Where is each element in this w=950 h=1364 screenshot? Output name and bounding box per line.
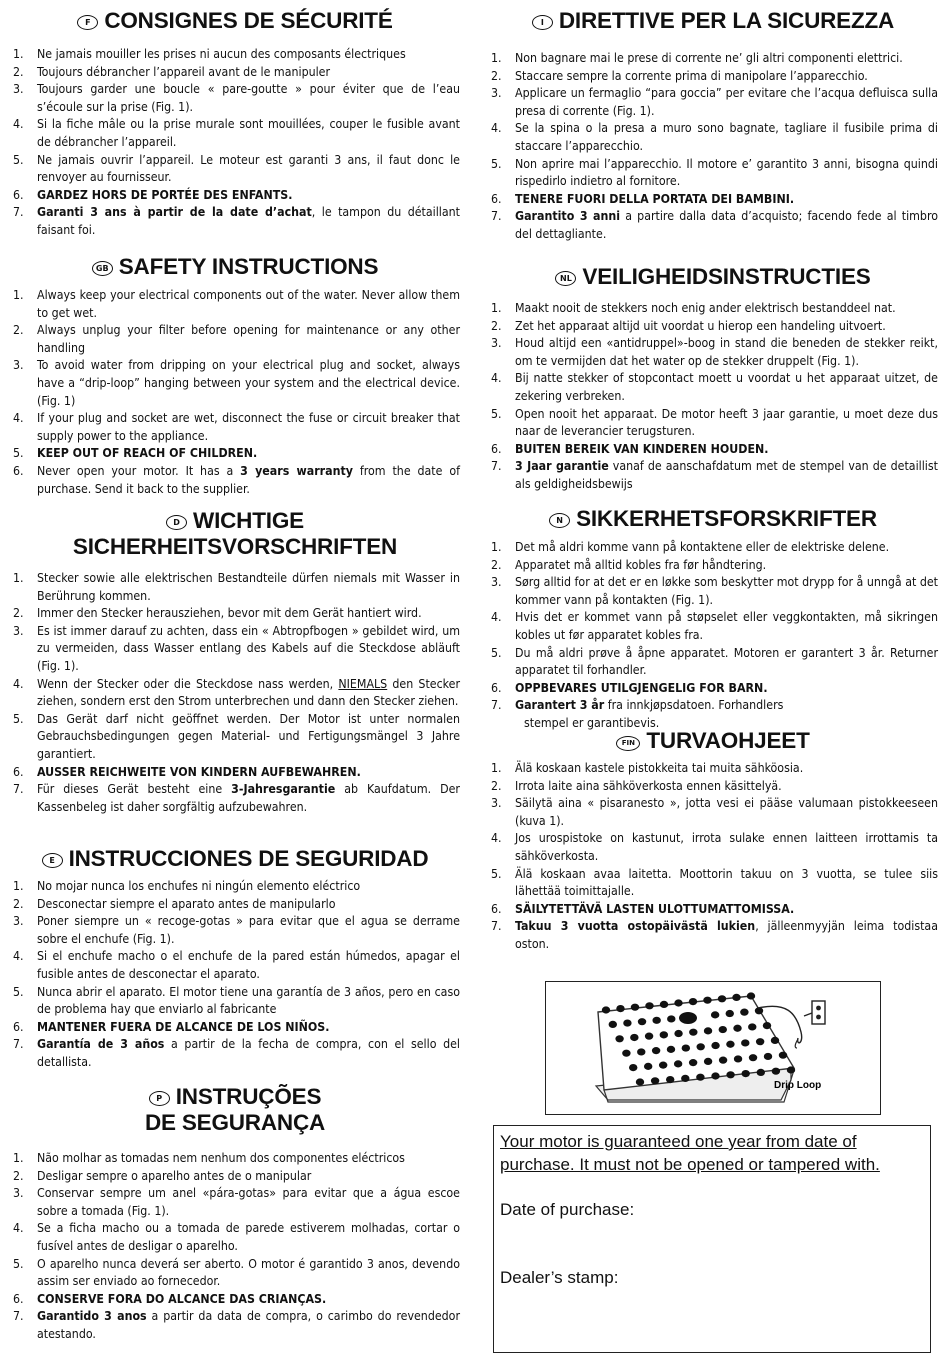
- list-item: 4. Bij natte stekker of stopcontact moett u voordat u het apparaat uitzet, de zekering verbreken.: [491, 371, 938, 403]
- country-badge-de: D: [166, 515, 187, 530]
- list-item: 6. GARDEZ HORS DE PORTÉE DES ENFANTS.: [10, 187, 460, 205]
- list-item: 2. Always unplug your filter before opening for maintenance or any other handling: [13, 323, 460, 355]
- item-number: 4.: [13, 411, 24, 426]
- section-title-pt: [10, 1084, 460, 1136]
- title-text: CONSIGNES DE SÉCURITÉ: [104, 8, 393, 33]
- instruction-list: [488, 760, 938, 954]
- list-item: 3. Applicare un fermaglio “para goccia” per evitare che l’acqua defluisca sulla presa di corrente (Fig. 1).: [491, 86, 938, 118]
- item-number: 1.: [13, 288, 24, 302]
- list-item: 1. Stecker sowie alle elektrischen Bestandteile dürfen niemals mit Wasser in Berührung kommen.: [13, 571, 460, 603]
- section-de: [10, 508, 460, 816]
- warranty-box: [493, 1125, 931, 1353]
- list-item: 2. Zet het apparaat altijd uit voordat u hierop een handeling uitvoert.: [488, 318, 938, 336]
- section-title-es: [10, 846, 460, 872]
- instruction-list: [10, 878, 460, 1072]
- section-title-no: [488, 506, 938, 532]
- item-number: 6.: [13, 187, 24, 202]
- list-item: 5. Open nooit het apparaat. De motor heeft 3 jaar garantie, u moet deze dus naar de leverancier terugsturen.: [491, 406, 938, 439]
- list-item: 2. Toujours débrancher l’appareil avant de le manipuler: [10, 64, 460, 82]
- item-number: 6.: [491, 191, 502, 206]
- country-badge-gb: GB: [92, 261, 113, 276]
- instruction-list: [10, 570, 460, 816]
- item-number: 4.: [13, 117, 24, 132]
- date-of-purchase-label: Date of purchase:: [500, 1200, 635, 1219]
- item-number: 7.: [491, 919, 502, 934]
- item-number: 5.: [491, 866, 502, 881]
- list-item: 1. No mojar nunca los enchufes ni ningún elemento eléctrico: [10, 878, 460, 896]
- item-number: 5.: [13, 1256, 24, 1271]
- item-number: 6.: [13, 463, 24, 478]
- item-number: 7.: [13, 1309, 24, 1324]
- item-number: 1.: [13, 1151, 24, 1165]
- item-number: 1.: [491, 761, 502, 775]
- section-no: [488, 506, 938, 733]
- country-badge-nl: NL: [555, 271, 576, 286]
- item-number: 4.: [491, 371, 502, 386]
- item-number: 7.: [491, 209, 502, 224]
- item-number: 2.: [13, 323, 24, 338]
- instruction-list: [10, 287, 460, 498]
- item-number: 2.: [491, 778, 502, 793]
- section-es: [10, 846, 460, 1072]
- title-text: VEILIGHEIDSINSTRUCTIES: [582, 264, 871, 289]
- country-badge-fr: F: [77, 15, 98, 30]
- drip-loop-figure: [545, 981, 881, 1115]
- item-number: 3.: [13, 82, 24, 97]
- instruction-list: [488, 300, 938, 494]
- item-number: 5.: [13, 446, 24, 461]
- item-number: 3.: [13, 623, 24, 638]
- item-number: 2.: [13, 606, 24, 621]
- list-item: 2. Staccare sempre la corrente prima di manipolare l’apparecchio.: [488, 68, 938, 86]
- section-nl: [488, 264, 938, 494]
- title-text: SIKKERHETSFORSKRIFTER: [576, 506, 877, 531]
- section-title-it: [488, 8, 938, 34]
- country-badge-es: E: [42, 853, 63, 868]
- list-item: 7. Garantert 3 år fra innkjøpsdatoen. Forhandlers: [488, 697, 938, 715]
- list-item: 1. Det må aldri komme vann på kontaktene eller de elektriske delene.: [488, 539, 938, 557]
- list-item: 1. Älä koskaan kastele pistokkeita tai muita sähköosia.: [488, 760, 938, 778]
- list-item: 2. Desligar sempre o aparelho antes de o manipular: [10, 1168, 460, 1186]
- item-number: 3.: [13, 1186, 24, 1201]
- section-gb: [10, 254, 460, 498]
- list-item: 3. Houd altijd een «antidruppel»-boog in stand die beneden de stekker reikt, om te vermijden dat het water op de stekker druppelt (Fig. 1).: [491, 336, 938, 368]
- warranty-line-1: Your motor is guaranteed one year from date of: [500, 1132, 857, 1151]
- country-badge-it: I: [532, 15, 553, 30]
- section-fi: [488, 728, 938, 954]
- list-item: 4. Hvis det er kommet vann på støpselet eller veggkontakten, må sikringen kobles ut før apparatet kobles fra.: [491, 610, 938, 642]
- list-item: 5. O aparelho nunca deverá ser aberto. O motor é garantido 3 anos, devendo assim ser enviado ao fornecedor.: [13, 1256, 460, 1289]
- section-title-nl: [488, 264, 938, 290]
- item-number: 2.: [13, 896, 24, 911]
- item-number: 6.: [13, 764, 24, 779]
- warranty-line-2: purchase. It must not be opened or tampered with.: [500, 1155, 880, 1174]
- list-item: 4. Se a ficha macho ou a tomada de parede estiverem molhadas, cortar o fusível antes de desligar o aparelho.: [13, 1221, 460, 1253]
- item-number: 5.: [13, 984, 24, 999]
- list-item: 4. Jos urospistoke on kastunut, irrota sulake ennen laitteen irrottamis ta sähköverkosta.: [491, 831, 938, 863]
- item-number: 7.: [13, 1037, 24, 1052]
- title-text-line2: SICHERHEITSVORSCHRIFTEN: [72, 534, 398, 559]
- instruction-list: [488, 50, 938, 244]
- item-number: 1.: [491, 301, 502, 315]
- section-title-de: [10, 508, 460, 560]
- list-item: 6. BUITEN BEREIK VAN KINDEREN HOUDEN.: [488, 441, 938, 459]
- list-item: 7. Garantido 3 anos a partir da data de compra, o carimbo do revendedor atestando.: [13, 1309, 460, 1341]
- list-item: 6. SÄILYTETTÄVÄ LASTEN ULOTTUMATTOMISSA.: [488, 901, 938, 919]
- list-item: 2. Irrota laite aina sähköverkosta ennen käsittelyä.: [488, 778, 938, 796]
- instruction-list: [10, 1150, 460, 1344]
- list-item: 1. Always keep your electrical components out of the water. Never allow them to get wet.: [13, 288, 460, 320]
- list-item-continuation: stempel er garantibevis.: [524, 715, 660, 730]
- item-number: 5.: [13, 152, 24, 167]
- title-text: WICHTIGE: [193, 508, 304, 533]
- section-it: [488, 8, 938, 244]
- item-number: 4.: [491, 610, 502, 625]
- list-item: 7. Garanti 3 ans à partir de la date d’achat, le tampon du détaillant faisant foi.: [13, 205, 460, 237]
- list-item: 6. TENERE FUORI DELLA PORTATA DEI BAMBINI.: [488, 191, 938, 209]
- list-item: 5. Ne jamais ouvrir l’appareil. Le moteur est garanti 3 ans, il faut donc le renvoyer au fournisseur.: [13, 152, 460, 185]
- list-item: 4. Se la spina o la presa a muro sono bagnate, tagliare il fusibile prima di staccare l’apparecchio.: [491, 121, 938, 153]
- list-item: 7. Für dieses Gerät besteht eine 3-Jahresgarantie ab Kaufdatum. Der Kassenbeleg ist daher sorgfältig aufzubewahren.: [13, 782, 460, 814]
- list-item: 4. Si la fiche mâle ou la prise murale sont mouillées, couper le fusible avant de débrancher l’appareil.: [13, 117, 460, 149]
- list-item: 7. Takuu 3 vuotta ostopäivästä lukien, jälleenmyyjän leima todistaa oston.: [491, 919, 938, 951]
- instruction-list: [488, 539, 938, 733]
- list-item: 6. AUSSER REICHWEITE VON KINDERN AUFBEWAHREN.: [10, 764, 460, 782]
- list-item: 5. Älä koskaan avaa laitetta. Moottorin takuu on 3 vuotta, se tulee siis lähettää toimittajalle.: [491, 866, 938, 899]
- item-number: 4.: [13, 676, 24, 691]
- list-item: 4. If your plug and socket are wet, disconnect the fuse or circuit breaker that supply power to the appliance.: [13, 411, 460, 443]
- list-item: 5. Non aprire mai l’apparecchio. Il motore e’ garantito 3 anni, bisogna quindi rispedirlo indietro al fornitore.: [491, 156, 938, 189]
- list-item: 6. OPPBEVARES UTILGJENGELIG FOR BARN.: [488, 680, 938, 698]
- item-number: 6.: [491, 901, 502, 916]
- item-number: 2.: [13, 1168, 24, 1183]
- item-number: 4.: [13, 949, 24, 964]
- item-number: 2.: [491, 557, 502, 572]
- item-number: 2.: [491, 68, 502, 83]
- item-number: 5.: [491, 156, 502, 171]
- item-number: 3.: [491, 575, 502, 590]
- item-number: 7.: [491, 698, 502, 713]
- section-title-gb: [10, 254, 460, 280]
- item-number: 2.: [491, 318, 502, 333]
- drip-loop-caption: Drip Loop: [774, 1080, 822, 1091]
- item-number: 7.: [13, 782, 24, 797]
- list-item: 3. Sørg alltid for at det er en løkke som beskytter mot drypp for å unngå at det kommer vann på kontakten (Fig. 1).: [491, 575, 938, 607]
- item-number: 1.: [13, 571, 24, 585]
- item-number: 4.: [491, 831, 502, 846]
- list-item: 3. Conservar sempre um anel «pára-gotas» para evitar que a água escoe sobre a tomada (Fig. 1).: [13, 1186, 460, 1218]
- title-text: INSTRUCCIONES DE SEGURIDAD: [68, 846, 429, 871]
- list-item: 7. Garantito 3 anni a partire dalla data d’acquisto; facendo fede al timbro del dettagliante.: [491, 209, 939, 241]
- item-number: 5.: [13, 711, 24, 726]
- title-text: INSTRUÇÕES: [175, 1084, 322, 1109]
- list-item: 1. Non bagnare mai le prese di corrente ne’ gli altri componenti elettrici.: [488, 50, 938, 68]
- list-item: 4. Si el enchufe macho o el enchufe de la pared están húmedos, apagar el fusible antes de desconectar el aparato.: [13, 949, 460, 981]
- list-item: 3. Es ist immer darauf zu achten, dass ein « Abtropfbogen » gebildet wird, um zu vermeiden, dass Wasser entlang des Kabels auf die Steckdose abläuft (Fig. 1).: [13, 623, 460, 673]
- list-item: 3. Säilytä aina « pisaranesto », jotta vesi ei pääse valumaan pistokkeeseen (kuva 1).: [491, 796, 938, 828]
- item-number: 1.: [13, 879, 24, 893]
- item-number: 6.: [13, 1019, 24, 1034]
- list-item: 3. To avoid water from dripping on your electrical plug and socket, always have a “drip-loop” hanging between your system and the electrical device. (Fig. 1): [13, 358, 460, 408]
- item-number: 1.: [491, 51, 502, 65]
- title-text: DIRETTIVE PER LA SICUREZZA: [558, 8, 895, 33]
- list-item: 1. Não molhar as tomadas nem nenhum dos componentes eléctricos: [10, 1150, 460, 1168]
- item-number: 1.: [491, 540, 502, 554]
- list-item: 6. MANTENER FUERA DE ALCANCE DE LOS NIÑOS.: [10, 1019, 460, 1037]
- list-item: 6. CONSERVE FORA DO ALCANCE DAS CRIANÇAS.: [10, 1291, 460, 1309]
- item-number: 7.: [13, 205, 24, 220]
- list-item: 2. Immer den Stecker herausziehen, bevor mit dem Gerät hantiert wird.: [10, 605, 460, 623]
- item-number: 2.: [13, 64, 24, 79]
- item-number: 5.: [491, 645, 502, 660]
- instruction-list: [10, 46, 460, 240]
- country-badge-pt: P: [149, 1091, 170, 1106]
- section-fr: [10, 8, 460, 240]
- item-number: 4.: [491, 121, 502, 136]
- list-item: 1. Ne jamais mouiller les prises ni aucun des composants électriques: [10, 46, 460, 64]
- item-number: 4.: [13, 1221, 24, 1236]
- list-item: 7. Garantía de 3 años a partir de la fecha de compra, con el sello del detallista.: [13, 1037, 460, 1069]
- list-item: 6. Never open your motor. It has a 3 years warranty from the date of purchase. Send it back to the supplier.: [13, 463, 460, 496]
- list-item: 5. Nunca abrir el aparato. El motor tiene una garantía de 3 años, pero en caso de problema hay que enviarlo al fabricante: [13, 984, 460, 1017]
- list-item: 4. Wenn der Stecker oder die Steckdose nass werden, NIEMALS den Stecker ziehen, sondern erst den Strom unterbrechen und dann den Stecker ziehen.: [13, 676, 460, 709]
- item-number: 3.: [491, 86, 502, 101]
- list-item: 1. Maakt nooit de stekkers noch enig ander elektrisch bestanddeel nat.: [488, 300, 938, 318]
- item-number: 3.: [13, 358, 24, 373]
- list-item: 2. Desconectar siempre el aparato antes de manipularlo: [10, 896, 460, 914]
- section-title-fr: [10, 8, 460, 34]
- item-number: 6.: [491, 680, 502, 695]
- country-badge-fi: FIN: [616, 736, 640, 751]
- item-number: 7.: [491, 459, 502, 474]
- title-text: TURVAOHJEET: [646, 728, 810, 753]
- list-item: 3. Toujours garder une boucle « pare-goutte » pour éviter que de l’eau s’écoule sur la prise (Fig. 1).: [13, 82, 460, 114]
- list-item: 5. KEEP OUT OF REACH OF CHILDREN.: [10, 445, 460, 463]
- list-item: 7. 3 Jaar garantie vanaf de aanschafdatum met de stempel van de detaillist als geldigheidsbewijs: [491, 459, 938, 491]
- section-title-fi: [488, 728, 938, 754]
- item-number: 3.: [491, 336, 502, 351]
- section-pt: [10, 1084, 460, 1344]
- item-number: 5.: [491, 406, 502, 421]
- item-number: 3.: [13, 914, 24, 929]
- item-number: 6.: [491, 441, 502, 456]
- list-item: 5. Das Gerät darf nicht geöffnet werden. Der Motor ist unter normalen Gebrauchsbedingungen gegen Material- und Fertigungsmängel 3 Jahre garantiert.: [13, 711, 460, 761]
- dealer-stamp-label: Dealer’s stamp:: [500, 1268, 619, 1287]
- list-item: 3. Poner siempre un « recoge-gotas » para evitar que el agua se derrame sobre el enchufe (Fig. 1).: [13, 914, 460, 946]
- list-item: 2. Apparatet må alltid kobles fra før håndtering.: [488, 557, 938, 575]
- item-number: 3.: [491, 796, 502, 811]
- title-text-line2: DE SEGURANÇA: [144, 1110, 326, 1135]
- item-number: 6.: [13, 1291, 24, 1306]
- country-badge-no: N: [549, 513, 570, 528]
- title-text: SAFETY INSTRUCTIONS: [118, 254, 379, 279]
- list-item: 5. Du må aldri prøve å åpne apparatet. Motoren er garantert 3 år. Returner apparatet til forhandler.: [491, 645, 938, 678]
- item-number: 1.: [13, 47, 24, 61]
